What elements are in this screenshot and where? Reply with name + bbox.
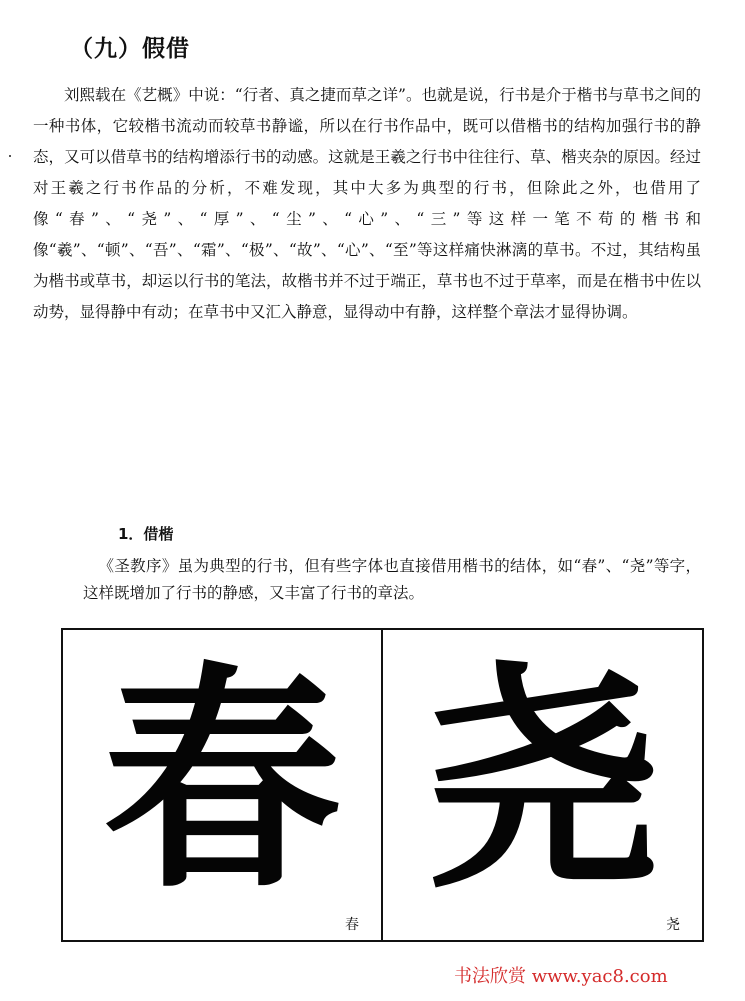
section-title: （九）假借 [70, 36, 190, 62]
calligraphy-glyph-yao: 尧 [423, 642, 662, 921]
calligraphy-panel-right [383, 630, 702, 940]
calligraphy-panel-left [63, 630, 383, 940]
calligraphy-caption-yao: 尧 [666, 917, 680, 933]
calligraphy-caption-chun: 春 [345, 917, 359, 933]
subsection-paragraph: 《圣教序》虽为典型的行书，但有些字体也直接借用楷书的结体，如“春”、“尧”等字，这样既增加了行书的静感，又丰富了行书的章法。 [83, 557, 701, 602]
intro-paragraph: 刘熙载在《艺概》中说：“行者、真之捷而草之详”。也就是说，行书是介于楷书与草书之间的一种书体，它较楷书流动而较草书静谧，所以在行书作品中，既可以借楷书的结构加强行书的静态，又可以借草书的结构增添行书的动感。这就是王羲之行书中往往行、草、楷夹杂的原因。经过对王羲之行书作品的分析，不难发现，其中大多为典型的行书，但除此之外，也借用了像“春”、“尧”、“厚”、“尘”、“心”、“三”等这样一笔不苟的楷书和像“羲”、“顿”、“吾”、“霜”、“极”、“故”、“心”、“至”等这样痛快淋漓的草书。不过，其结构虽为楷书或草书，却运以行书的笔法，故楷书并不过于端正，草书也不过于草率，而是在楷书中佐以动势，显得静中有动；在草书中又汇入静意，显得动中有静，这样整个章法才显得协调。 [33, 86, 701, 321]
calligraphy-glyph-chun: 春 [103, 642, 341, 921]
margin-speck [9, 155, 11, 157]
calligraphy-figure [61, 628, 704, 942]
site-watermark: 书法欣赏 www.yac8.com [454, 966, 668, 987]
subsection-heading: 1．借楷 [118, 525, 174, 543]
